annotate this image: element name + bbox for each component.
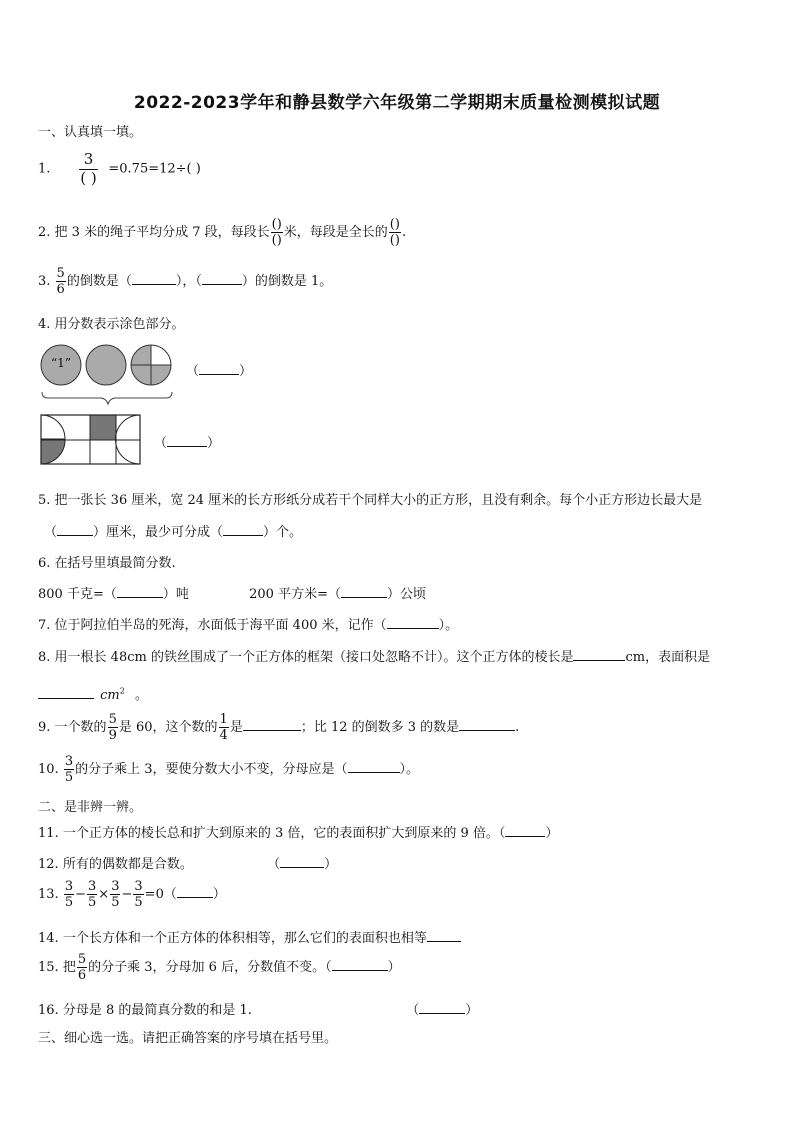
page-title: 2022-2023学年和静县数学六年级第二学期期末质量检测模拟试题 [133,93,661,113]
question-1 [38,152,201,186]
question-text: 把一张长 36 厘米，宽 24 厘米的长方形纸分成若干个同样大小的正方形，且没有剩余。每个小正方形边长最大是 [54,493,703,508]
answer-blank[interactable] [505,824,545,837]
question-11: 11. 一个正方体的棱长总和扩大到原来的 3 倍，它的表面积扩大到原来的 9 倍。（ ） [38,826,559,841]
answer-4b: （ ） [154,436,221,451]
fraction: $\frac{()}{()}$ [271,217,282,248]
question-text: =0.75=12÷( ) [108,161,201,177]
answer-blank[interactable] [57,523,93,536]
question-number: 16. [38,1003,59,1018]
question-text: 把 3 米的绳子平均分成 7 段，每段长 [54,225,270,240]
answer-blank[interactable] [419,1001,465,1014]
answer-blank[interactable] [202,272,242,285]
question-number: 7. [38,618,51,633]
answer-blank[interactable] [573,648,625,661]
question-15: 15. 把 $\frac{5}{6}$ 的分子乘 3，分母加 6 后，分数值不变。（ ） [38,952,401,983]
question-number: 15. [38,960,59,975]
section-heading-1: 一、认真填一填。 [38,125,143,140]
question-10: 10. $\frac{3}{5}$ 的分子乘上 3，要使分数大小不变，分母应是（ ）。 [38,754,420,785]
fraction: $\frac{5}{6}$ [77,952,87,983]
answer-blank[interactable] [280,855,324,868]
fraction: $\frac{3}{5}$ [134,879,143,910]
question-number: 8. [38,650,51,665]
question-text: ），（ [175,274,202,289]
fraction: $\frac{3}{5}$ [111,879,120,910]
question-5 [38,489,702,508]
question-6 [38,552,176,571]
fraction: $\frac{5}{9}$ [108,712,117,743]
answer-blank[interactable] [427,929,461,942]
question-number: 2. [38,225,51,240]
question-text: 用分数表示涂色部分。 [54,317,185,332]
section-heading-3: 三、细心选一选。请把正确答案的序号填在括号里。 [38,1031,338,1046]
question-number: 10. [38,762,59,777]
question-14: 14. 一个长方体和一个正方体的体积相等，那么它们的表面积也相等 [38,927,461,946]
rectangle-figure [38,413,142,467]
answer-blank[interactable] [332,958,388,971]
answer-blank[interactable] [117,585,163,598]
question-2 [38,218,406,247]
question-13: 13. $\frac{3}{5}$ − $\frac{3}{5}$ × $\frac{3}{5}$ − $\frac{3}{5}$ =0（ ） [38,879,226,910]
question-number: 4. [38,317,51,332]
question-6-parts: 800 千克=（ ）吨 200 平方米=（ ）公顷 [38,587,426,602]
question-9: 9. 一个数的 $\frac{5}{9}$ 是 60，这个数的 $\frac{1}{4}$ 是 ；比 12 的倒数多 3 的数是 . [38,712,520,743]
question-8-line2: $cm^2$ 。 [38,684,148,703]
question-number: 1. [38,161,51,177]
question-text: 位于阿拉伯半岛的死海，水面低于海平面 400 米，记作（ [54,618,387,633]
question-5-line2: （ ）厘米，最少可分成（ ）个。 [44,525,303,540]
answer-blank[interactable] [459,718,515,731]
answer-4a: （ ） [186,364,253,379]
answer-blank[interactable] [132,272,176,285]
question-text: 在括号里填最简分数. [54,556,176,571]
answer-blank[interactable] [243,718,301,731]
question-number: 3. [38,274,51,289]
fraction: $\frac{3}{5}$ [64,879,74,910]
question-text: ）的倒数是 1。 [241,274,333,289]
answer-blank[interactable] [387,616,439,629]
question-text: 米，每段是全长的 [283,225,388,240]
question-3 [38,267,332,296]
question-number: 13. [38,887,59,902]
section-heading-2: 二、是非辨一辨。 [38,800,143,815]
question-number: 6. [38,556,51,571]
question-text: . [401,225,407,240]
answer-blank[interactable] [38,686,94,699]
question-text: 的倒数是（ [66,274,132,289]
fraction: $\frac{5}{6}$ [56,266,65,297]
answer-blank[interactable] [199,362,239,375]
answer-blank[interactable] [167,434,207,447]
fraction: $\frac{3}{( )}$ [80,150,97,187]
circle-label: “1” [51,356,71,370]
question-number: 14. [38,931,59,946]
fraction: $\frac{3}{5}$ [64,754,74,785]
question-7: 7. 位于阿拉伯半岛的死海，水面低于海平面 400 米，记作（ ）。 [38,618,459,633]
question-number: 5. [38,493,51,508]
question-text: 用一根长 48cm 的铁丝围成了一个正方体的框架（接口处忽略不计）。这个正方体的棱长是 [54,650,574,665]
question-8: 8. 用一根长 48cm 的铁丝围成了一个正方体的框架（接口处忽略不计）。这个正方体的棱长是 cm，表面积是 [38,650,711,665]
fraction: $\frac{3}{5}$ [88,879,97,910]
question-number: 12. [38,857,59,872]
fraction: $\frac{()}{()}$ [389,217,400,248]
question-12: 12. 所有的偶数都是合数。 （ ） [38,857,338,872]
answer-blank[interactable] [177,885,213,898]
circles-figure [38,340,178,406]
answer-blank[interactable] [348,760,400,773]
question-4 [38,313,185,332]
question-number: 9. [38,720,51,735]
answer-blank[interactable] [341,585,387,598]
fraction: $\frac{1}{4}$ [219,712,228,743]
question-number: 11. [38,826,59,841]
answer-blank[interactable] [223,523,263,536]
question-16: 16. 分母是 8 的最简真分数的和是 1. （ ） [38,1003,479,1018]
